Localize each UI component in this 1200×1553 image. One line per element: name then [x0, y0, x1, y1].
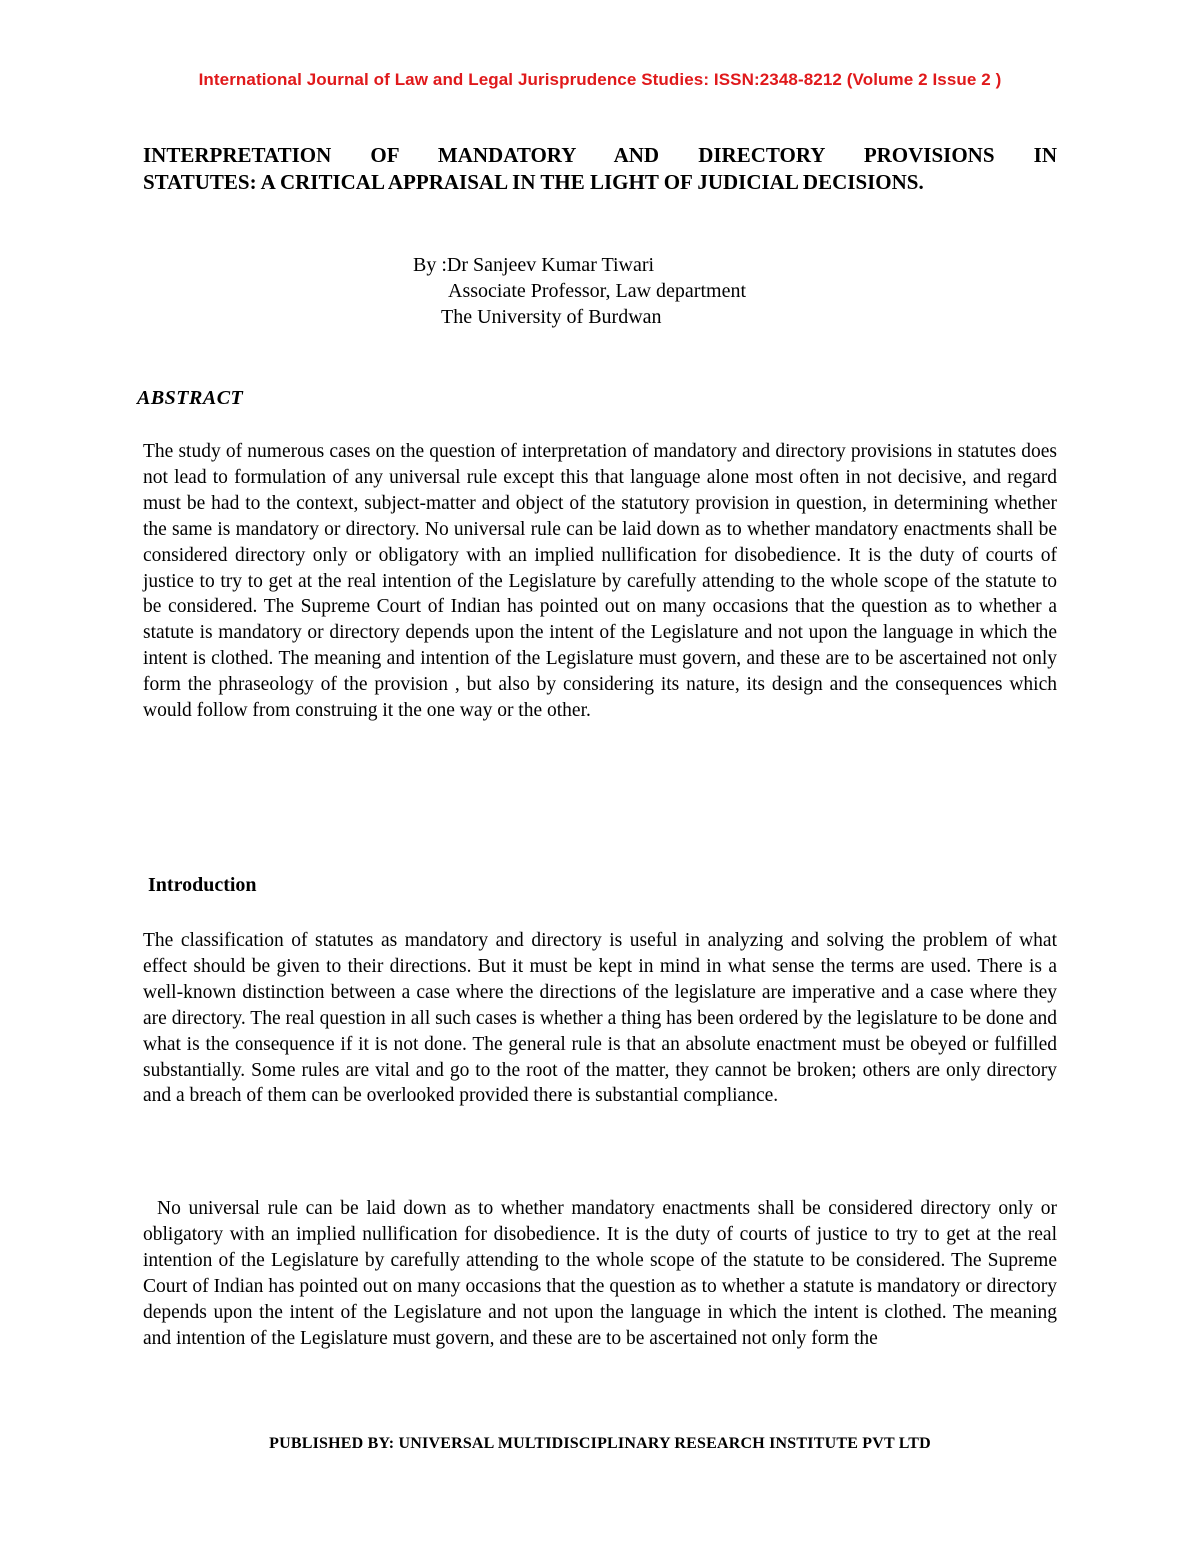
author-position: Associate Professor, Law department — [448, 280, 746, 302]
journal-header: International Journal of Law and Legal Jurisprudence Studies: ISSN:2348-8212 (Volume 2 Issue 2 ) — [198, 70, 1002, 89]
author-name: By :Dr Sanjeev Kumar Tiwari — [413, 254, 655, 276]
introduction-paragraph-1: The classification of statutes as mandatory and directory is useful in analyzing and solving the problem of what effect should be given to their directions. But it must be kept in mind in what sense the terms are used. There is a well-known distinction between a case where the directions of the legislature are imperative and a case where they are directory. The real question in all such cases is whether a thing has been ordered by the legislature to be done and what is the consequence if it is not done. The general rule is that an absolute enactment must be obeyed or fulfilled substantially. Some rules are vital and go to the root of the matter, they cannot be broken; others are only directory and a breach of them can be overlooked provided there is substantial compliance. — [143, 930, 1057, 1107]
author-institution: The University of Burdwan — [441, 306, 662, 328]
paper-title-line-1: INTERPRETATION OF MANDATORY AND DIRECTORY PROVISIONS IN — [143, 143, 1057, 167]
abstract-heading: ABSTRACT — [137, 387, 244, 409]
introduction-heading: Introduction — [148, 874, 257, 896]
abstract-text: The study of numerous cases on the question of interpretation of mandatory and directory provisions in statutes does not lead to formulation of any universal rule except this that language alone most often in not decisive, and regard must be had to the context, subject-matter and object of the statutory provision in question, in determining whether the same is mandatory or directory. No universal rule can be laid down as to whether mandatory enactments shall be considered directory only or obligatory with an implied nullification for disobedience. It is the duty of courts of justice to try to get at the real intention of the Legislature by carefully attending to the whole scope of the statute to be considered. The Supreme Court of Indian has pointed out on many occasions that the question as to whether a statute is mandatory or directory depends upon the intent of the Legislature and not upon the language in which the intent is clothed. The meaning and intention of the Legislature must govern, and these are to be ascertained not only form the phraseology of the provision , but also by considering its nature, its design and the consequences which would follow from construing it the one way or the other. — [143, 441, 1057, 722]
publisher-footer: PUBLISHED BY: UNIVERSAL MULTIDISCIPLINARY RESEARCH INSTITUTE PVT LTD — [269, 1435, 931, 1452]
paper-title-line-2: STATUTES: A CRITICAL APPRAISAL IN THE LIGHT OF JUDICIAL DECISIONS. — [143, 170, 924, 194]
paper-title — [143, 142, 1057, 196]
introduction-paragraph-2: No universal rule can be laid down as to whether mandatory enactments shall be considered directory only or obligatory with an implied nullification for disobedience. It is the duty of courts of justice to try to get at the real intention of the Legislature by carefully attending to the whole scope of the statute to be considered. The Supreme Court of Indian has pointed out on many occasions that the question as to whether a statute is mandatory or directory depends upon the intent of the Legislature and not upon the language in which the intent is clothed. The meaning and intention of the Legislature must govern, and these are to be ascertained not only form the — [143, 1198, 1057, 1349]
